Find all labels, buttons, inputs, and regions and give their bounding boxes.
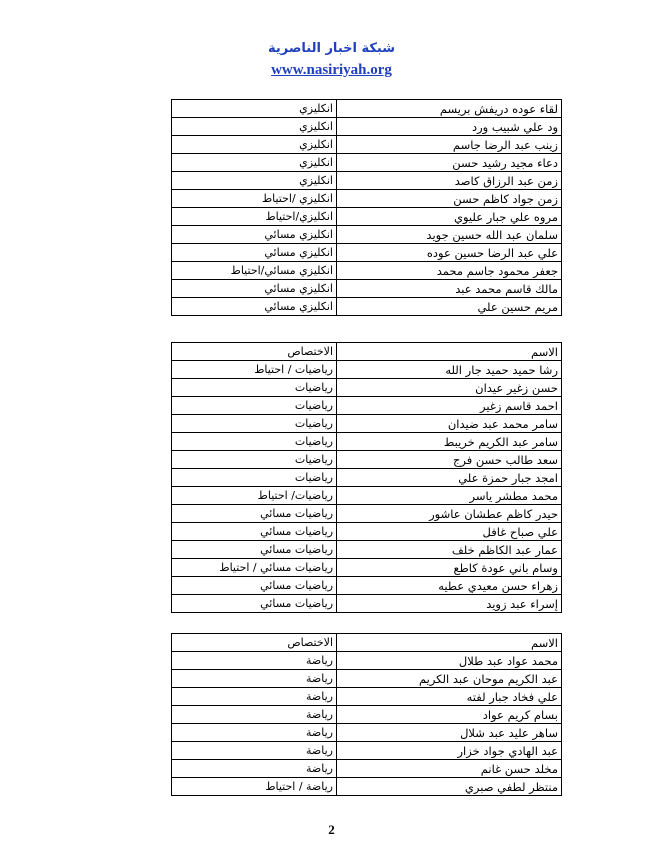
name-cell: علي عبد الرضا حسين عوده bbox=[337, 244, 562, 262]
name-cell: منتظر لطفي صبري bbox=[337, 778, 562, 796]
specialization-cell: رياضة bbox=[172, 742, 337, 760]
specialization-cell: انكليزي مسائي bbox=[172, 226, 337, 244]
name-cell: بسام كريم عواد bbox=[337, 706, 562, 724]
specialization-cell: انكليزي bbox=[172, 136, 337, 154]
name-cell: سامر عبد الكريم خريبط bbox=[337, 433, 562, 451]
specialization-cell: انكليزي مسائي bbox=[172, 280, 337, 298]
table-header-row bbox=[172, 343, 562, 361]
name-cell: رشا حميد حميد جار الله bbox=[337, 361, 562, 379]
specialization-cell: رياضيات bbox=[172, 379, 337, 397]
name-cell: زمن عبد الرزاق كاصد bbox=[337, 172, 562, 190]
name-cell: محمد مطشر ياسر bbox=[337, 487, 562, 505]
table-row bbox=[172, 244, 562, 262]
name-cell: لقاء عوده دريفش بريسم bbox=[337, 100, 562, 118]
table-row bbox=[172, 415, 562, 433]
specialization-cell: رياضيات / احتياط bbox=[172, 361, 337, 379]
specialization-cell: رياضيات bbox=[172, 469, 337, 487]
name-cell: الاسم bbox=[337, 634, 562, 652]
table-row bbox=[172, 226, 562, 244]
name-cell: حسن زغير عيدان bbox=[337, 379, 562, 397]
name-cell: عمار عبد الكاظم خلف bbox=[337, 541, 562, 559]
specialization-cell: رياضيات bbox=[172, 415, 337, 433]
table-row bbox=[172, 190, 562, 208]
table-row bbox=[172, 118, 562, 136]
name-cell: امجد جبار حمزة علي bbox=[337, 469, 562, 487]
table-row bbox=[172, 451, 562, 469]
name-cell: مخلد حسن غانم bbox=[337, 760, 562, 778]
specialization-cell: رياضيات مسائي bbox=[172, 523, 337, 541]
specialization-cell: انكليزي bbox=[172, 100, 337, 118]
specialization-cell: الاختصاص bbox=[172, 343, 337, 361]
table-row bbox=[172, 688, 562, 706]
name-cell: جعفر محمود جاسم محمد bbox=[337, 262, 562, 280]
name-cell: زينب عبد الرضا جاسم bbox=[337, 136, 562, 154]
name-cell: دعاء مجيد رشيد حسن bbox=[337, 154, 562, 172]
specialization-cell: انكليزي/احتياط bbox=[172, 208, 337, 226]
name-cell: مروه علي جبار عليوي bbox=[337, 208, 562, 226]
site-name: شبكة اخبار الناصرية bbox=[267, 41, 396, 56]
name-cell: زهراء حسن معيدي عطيه bbox=[337, 577, 562, 595]
table-row bbox=[172, 778, 562, 796]
name-cell: الاسم bbox=[337, 343, 562, 361]
table-row bbox=[172, 742, 562, 760]
name-cell: علي صباح غافل bbox=[337, 523, 562, 541]
name-cell: ساهر عليد عبد شلال bbox=[337, 724, 562, 742]
specialization-cell: رياضة bbox=[172, 652, 337, 670]
specialization-cell: انكليزي مسائي bbox=[172, 244, 337, 262]
table-row bbox=[172, 724, 562, 742]
table-row bbox=[172, 397, 562, 415]
specialization-cell: رياضيات مسائي bbox=[172, 595, 337, 613]
specialization-cell: رياضيات مسائي / احتياط bbox=[172, 559, 337, 577]
specialization-cell: انكليزي /احتياط bbox=[172, 190, 337, 208]
table-row bbox=[172, 577, 562, 595]
page-number: 2 bbox=[328, 822, 335, 837]
site-url-link[interactable]: www.nasiriyah.org bbox=[271, 62, 392, 78]
specialization-cell: رياضيات bbox=[172, 397, 337, 415]
specialization-cell: رياضيات مسائي bbox=[172, 577, 337, 595]
name-cell: عبد الكريم موحان عبد الكريم bbox=[337, 670, 562, 688]
specialization-cell: رياضيات bbox=[172, 451, 337, 469]
math-staff-table bbox=[171, 342, 562, 613]
name-cell: سلمان عبد الله حسين جويد bbox=[337, 226, 562, 244]
specialization-cell: رياضيات/ احتياط bbox=[172, 487, 337, 505]
specialization-cell: رياضة bbox=[172, 760, 337, 778]
table-row bbox=[172, 361, 562, 379]
specialization-cell: رياضيات bbox=[172, 433, 337, 451]
table-row bbox=[172, 559, 562, 577]
table-row bbox=[172, 670, 562, 688]
table-row bbox=[172, 487, 562, 505]
table-row bbox=[172, 172, 562, 190]
table-row bbox=[172, 280, 562, 298]
table-row bbox=[172, 298, 562, 316]
name-cell: احمد قاسم زغير bbox=[337, 397, 562, 415]
name-cell: زمن جواد كاظم حسن bbox=[337, 190, 562, 208]
specialization-cell: انكليزي bbox=[172, 154, 337, 172]
specialization-cell: رياضيات مسائي bbox=[172, 505, 337, 523]
table-row bbox=[172, 469, 562, 487]
table-row bbox=[172, 760, 562, 778]
name-cell: إسراء عبد زويد bbox=[337, 595, 562, 613]
name-cell: حيدر كاظم عطشان عاشور bbox=[337, 505, 562, 523]
name-cell: عبد الهادي جواد خزار bbox=[337, 742, 562, 760]
table-row bbox=[172, 262, 562, 280]
name-cell: سعد طالب حسن فرج bbox=[337, 451, 562, 469]
specialization-cell: رياضة bbox=[172, 724, 337, 742]
table-row bbox=[172, 433, 562, 451]
specialization-cell: انكليزي مسائي bbox=[172, 298, 337, 316]
table-row bbox=[172, 100, 562, 118]
specialization-cell: انكليزي مسائي/احتياط bbox=[172, 262, 337, 280]
table-row bbox=[172, 505, 562, 523]
table-row bbox=[172, 208, 562, 226]
name-cell: مريم حسين علي bbox=[337, 298, 562, 316]
name-cell: ود علي شبيب ورد bbox=[337, 118, 562, 136]
specialization-cell: رياضة / احتياط bbox=[172, 778, 337, 796]
specialization-cell: رياضة bbox=[172, 706, 337, 724]
table-row bbox=[172, 523, 562, 541]
table-row bbox=[172, 154, 562, 172]
table-row bbox=[172, 652, 562, 670]
table-header-row bbox=[172, 634, 562, 652]
table-row bbox=[172, 595, 562, 613]
specialization-cell: انكليزي bbox=[172, 118, 337, 136]
specialization-cell: الاختصاص bbox=[172, 634, 337, 652]
table-row bbox=[172, 541, 562, 559]
name-cell: سامر محمد عبد ضيدان bbox=[337, 415, 562, 433]
specialization-cell: رياضة bbox=[172, 670, 337, 688]
specialization-cell: انكليزي bbox=[172, 172, 337, 190]
table-row bbox=[172, 136, 562, 154]
specialization-cell: رياضة bbox=[172, 688, 337, 706]
name-cell: محمد عواد عبد طلال bbox=[337, 652, 562, 670]
english-staff-table bbox=[171, 99, 562, 316]
name-cell: علي فخاد جبار لفته bbox=[337, 688, 562, 706]
sports-staff-table bbox=[171, 633, 562, 796]
name-cell: وسام باني عودة كاطع bbox=[337, 559, 562, 577]
specialization-cell: رياضيات مسائي bbox=[172, 541, 337, 559]
table-row bbox=[172, 706, 562, 724]
name-cell: مالك قاسم محمد عبد bbox=[337, 280, 562, 298]
table-row bbox=[172, 379, 562, 397]
